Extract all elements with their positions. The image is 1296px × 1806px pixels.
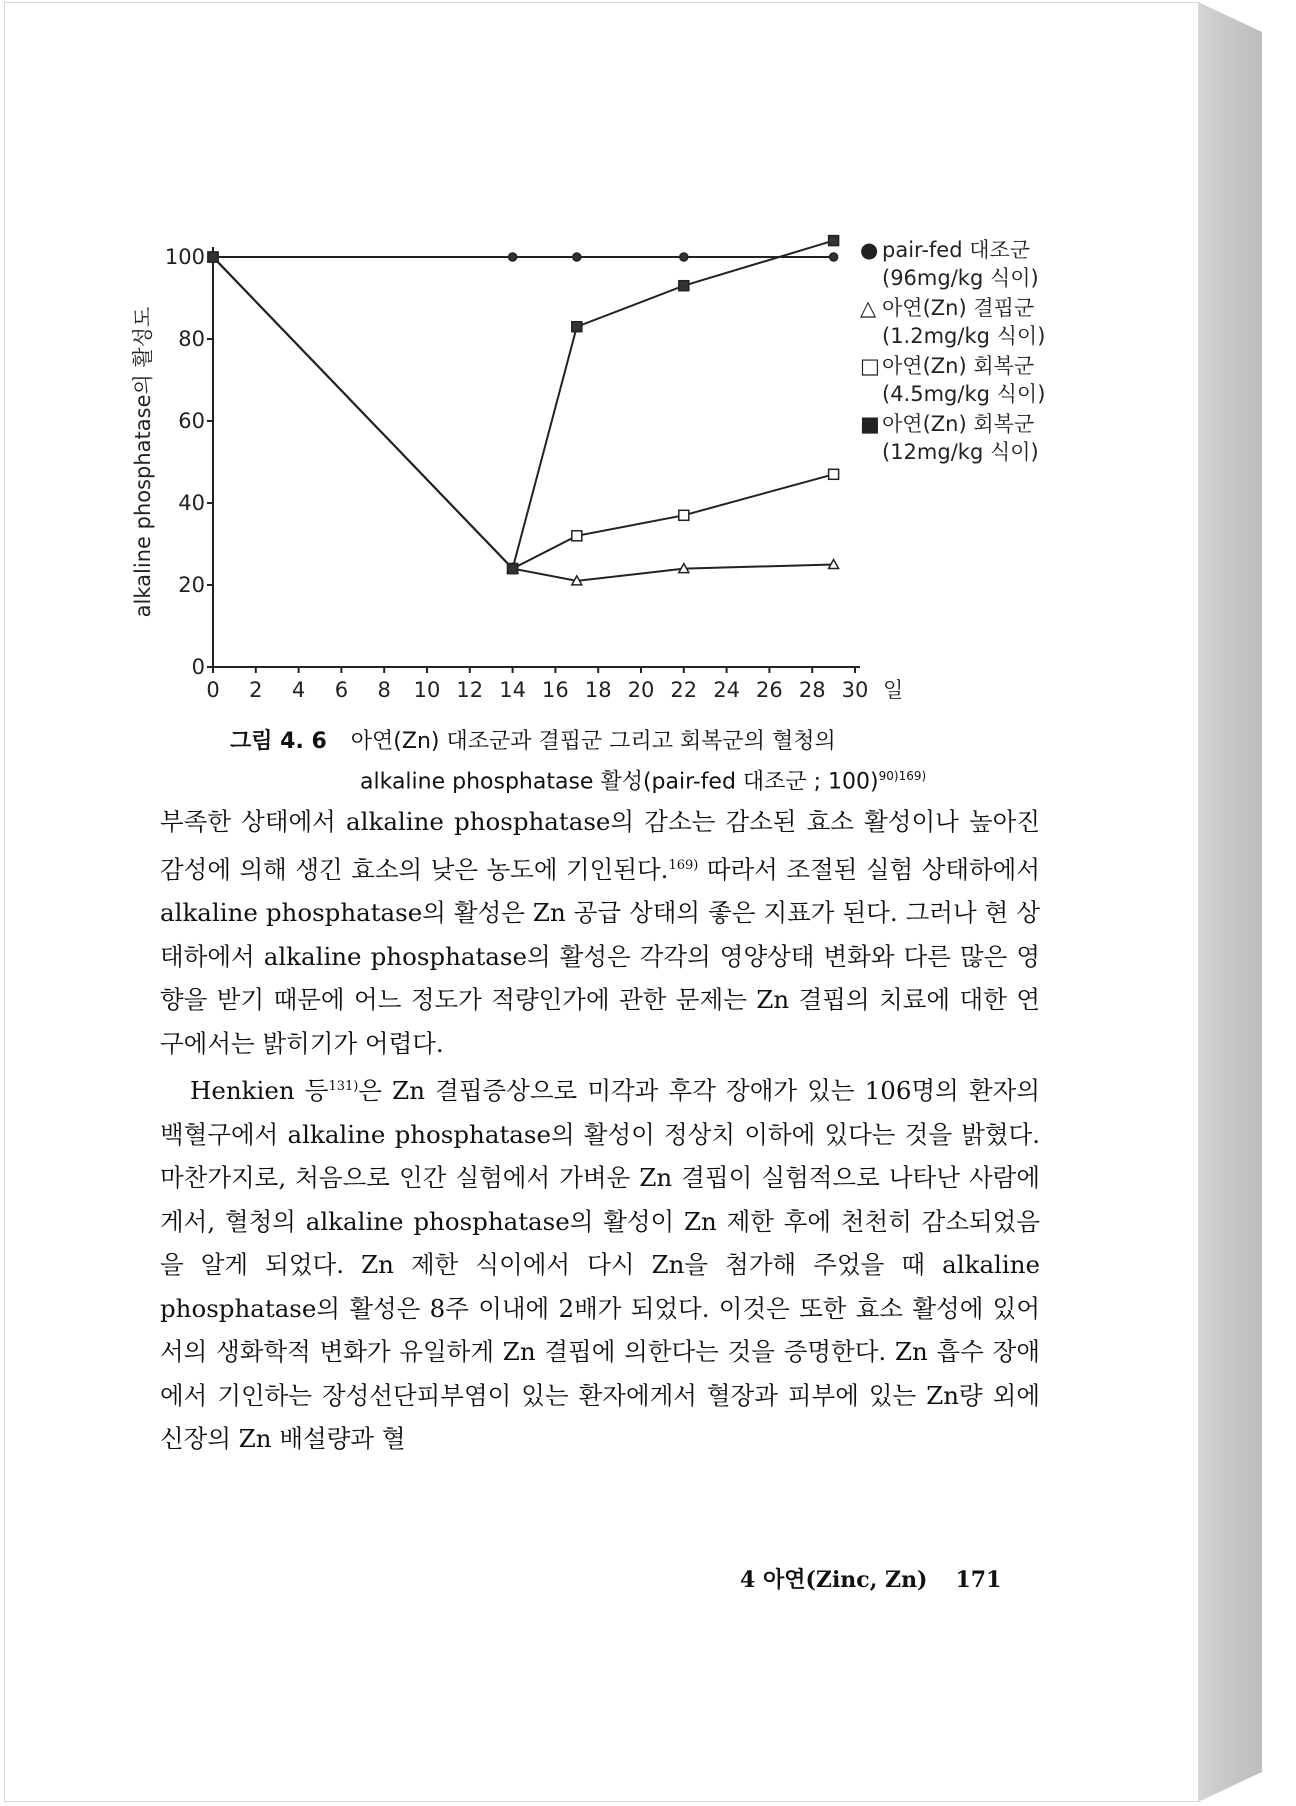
data-point-filled-square — [208, 252, 218, 262]
enzyme-activity-chart — [120, 215, 1080, 715]
legend-sublabel: (12mg/kg 식이) — [882, 440, 1039, 464]
x-tick-label: 0 — [206, 678, 220, 702]
series-line — [213, 241, 834, 569]
data-point-circle — [830, 253, 838, 261]
page-number: 171 — [955, 1567, 1002, 1593]
legend-label: 아연(Zn) 회복군 — [882, 412, 1035, 436]
x-tick-label: 30 — [841, 678, 869, 702]
x-tick-label: 14 — [499, 678, 526, 702]
figure-caption — [230, 725, 1130, 799]
data-point-filled-square — [679, 281, 689, 291]
figure-number: 그림 4. 6 — [230, 729, 327, 754]
page-footer — [740, 1563, 1040, 1594]
caption-reference: 90)169) — [878, 769, 927, 783]
page-stack-edge — [1198, 2, 1262, 1802]
x-tick-label: 26 — [756, 678, 783, 702]
paragraph-2-text-a: Henkien 등 — [190, 1076, 329, 1106]
x-tick-label: 28 — [798, 678, 826, 702]
data-point-square — [829, 469, 839, 479]
x-tick-label: 2 — [249, 678, 263, 702]
chart-legend — [860, 238, 1045, 464]
paragraph-1-reference: 169) — [668, 857, 699, 873]
y-tick-label: 100 — [164, 245, 205, 269]
y-axis-ticks — [165, 245, 213, 679]
y-tick-label: 80 — [178, 327, 205, 351]
series-line — [213, 257, 834, 581]
data-point-square — [572, 531, 582, 541]
paragraph-1-text-a: 부족한 상태에서 alkaline phosphatase의 감소는 감소된 효소 활성이나 높아진 감성에 의해 생긴 효소의 낮은 농도에 기인된다. — [160, 807, 1040, 884]
y-tick-label: 0 — [191, 655, 205, 679]
x-axis-unit: 일 — [883, 678, 904, 702]
caption-line-1: 아연(Zn) 대조군과 결핍군 그리고 회복군의 혈청의 — [350, 729, 836, 754]
legend-sublabel: (1.2mg/kg 식이) — [882, 324, 1046, 348]
x-tick-label: 24 — [713, 678, 740, 702]
data-point-square — [679, 510, 689, 520]
running-footer-chapter: 4 아연(Zinc, Zn) — [740, 1567, 928, 1593]
data-point-circle — [573, 253, 581, 261]
x-tick-label: 4 — [291, 678, 306, 702]
chart-series — [208, 236, 839, 585]
x-tick-label: 18 — [584, 678, 612, 702]
caption-line-2: alkaline phosphatase 활성(pair-fed 대조군 ; 100) — [360, 769, 879, 795]
y-tick-label: 20 — [178, 573, 205, 597]
x-tick-label: 6 — [334, 678, 349, 702]
x-tick-label: 16 — [542, 678, 569, 702]
legend-label: 아연(Zn) 결핍군 — [882, 296, 1035, 320]
paragraph-2-text-b: 은 Zn 결핍증상으로 미각과 후각 장애가 있는 106명의 환자의 백혈구에서 alkaline phosphatase의 활성이 정상치 이하에 있다는 것을 밝혔다. 마찬가지로, 처음으로 인간 실험에서 가벼운 Zn 결핍이 실험적으로 나타난 사람에게서, 혈청의 alkaline phosphatase의 활성이 Zn 제한 후에 천천히 감소되었음을 알게 되었다. Zn 제한 식이에서 다시 Zn을 첨가해 주었을 때 alkaline phosphatase의 활성은 8주 이내에 2배가 되었다. 이것은 또한 효소 활성에 있어서의 생화학적 변화가 유일하게 Zn 결핍에 의한다는 것을 증명한다. Zn 흡수 장애에서 기인하는 장성선단피부염이 있는 환자에게서 혈장과 피부에 있는 Zn량 외에 신장의 Zn 배설량과 혈 — [160, 1076, 1040, 1454]
legend-marker: ● — [860, 238, 879, 262]
y-tick-label: 60 — [178, 409, 205, 433]
paragraph-2-reference: 131) — [328, 1079, 359, 1095]
data-point-filled-square — [508, 564, 518, 574]
y-axis-label: alkaline phosphatase의 활성도 — [131, 306, 155, 618]
body-text — [160, 800, 1040, 1461]
x-tick-label: 12 — [456, 678, 484, 702]
legend-marker: △ — [860, 296, 877, 320]
series-line — [213, 257, 834, 569]
data-point-filled-square — [572, 322, 582, 332]
paragraph-1 — [160, 800, 1040, 1065]
legend-marker: ■ — [860, 412, 880, 436]
data-point-circle — [509, 253, 517, 261]
x-tick-label: 10 — [413, 678, 441, 702]
x-tick-label: 22 — [670, 678, 698, 702]
x-axis-ticks — [206, 667, 868, 702]
legend-label: 아연(Zn) 회복군 — [882, 354, 1035, 378]
x-tick-label: 8 — [377, 678, 391, 702]
y-tick-label: 40 — [178, 491, 205, 515]
legend-sublabel: (4.5mg/kg 식이) — [882, 382, 1046, 406]
legend-sublabel: (96mg/kg 식이) — [882, 266, 1039, 290]
data-point-circle — [680, 253, 688, 261]
legend-label: pair-fed 대조군 — [882, 238, 1031, 262]
paragraph-2 — [160, 1065, 1040, 1461]
chart-axes — [213, 247, 860, 667]
paragraph-1-text-b: 따라서 조절된 실험 상태하에서 alkaline phosphatase의 활성은 Zn 공급 상태의 좋은 지표가 된다. 그러나 현 상태하에서 alkaline phosphatase의 활성은 각각의 영양상태 변화와 다른 많은 영향을 받기 때문에 어느 정도가 적량인가에 관한 문제는 Zn 결핍의 치료에 대한 연구에서는 밝히기가 어렵다. — [160, 854, 1041, 1058]
legend-marker: □ — [860, 354, 880, 378]
x-tick-label: 20 — [627, 678, 655, 702]
data-point-filled-square — [829, 236, 839, 246]
